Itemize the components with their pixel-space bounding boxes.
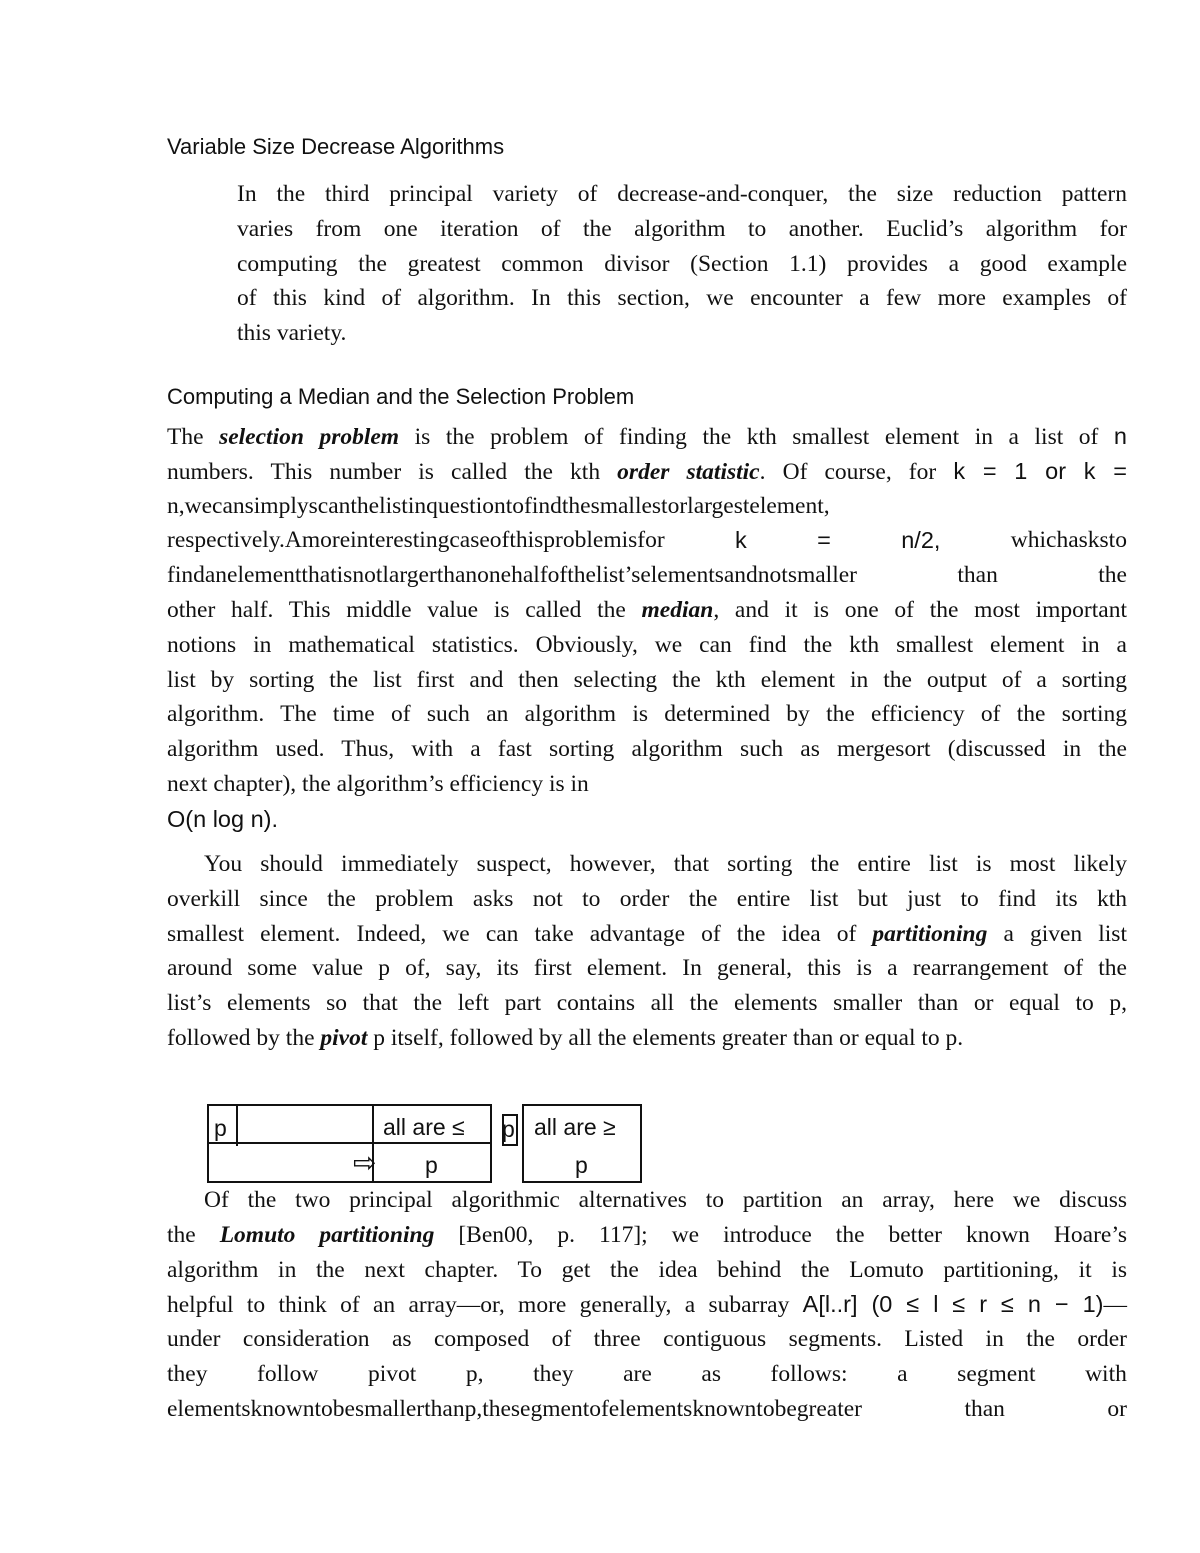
text-run: smallest element. Indeed, we can take advantage of the idea of <box>167 920 873 947</box>
text-line <box>167 1287 1127 1322</box>
text-run: than <box>957 562 998 589</box>
text-line <box>167 1021 1127 1056</box>
text-run: You should immediately suspect, however, that sorting the entire list is most likely <box>204 851 1127 877</box>
diagram-right-label: all are ≥ <box>534 1114 616 1140</box>
text-line: computing the greatest common divisor (Section 1.1) provides a good example <box>237 250 1127 277</box>
term-partitioning: partitioning <box>872 920 988 947</box>
text-run: as <box>701 1360 721 1387</box>
text-run: with <box>1085 1360 1127 1387</box>
section-heading-median: Computing a Median and the Selection Problem <box>167 384 635 409</box>
text-run: . Of course, for <box>759 458 954 485</box>
text-run: k = 1 or k = <box>953 457 1128 484</box>
text-run: the <box>167 1221 220 1248</box>
text-line: notions in mathematical statistics. Obviously, we can find the kth smallest element in a <box>167 631 1127 658</box>
term-median: median <box>641 596 714 623</box>
text-line <box>167 593 1127 628</box>
text-line: list’s elements so that the left part contains all the elements smaller than or equal to p, <box>167 990 1127 1017</box>
text-run: follows: <box>770 1360 848 1387</box>
text-line <box>167 1357 1127 1392</box>
text-line <box>167 454 1127 489</box>
text-run: n <box>1113 423 1127 449</box>
text-line <box>167 847 1127 882</box>
diagram-left-label-p: p <box>425 1152 438 1178</box>
text-run: segment <box>957 1360 1036 1387</box>
text-run: helpful to think of an array—or, more generally, a subarray <box>167 1292 803 1319</box>
text-line: overkill since the problem asks not to order the entire list but just to find its kth <box>167 885 1127 912</box>
text-line: In the third principal variety of decrease-and-conquer, the size reduction pattern <box>237 181 1127 207</box>
text-run: findanelementthatisnotlargerthanonehalfofthelist’selementsandnotsmaller <box>167 562 857 589</box>
section2-paragraph-2 <box>167 847 1127 1056</box>
text-run: pivot <box>367 1360 417 1387</box>
diagram-pivot-p: p <box>502 1116 515 1142</box>
text-line: algorithm in the next chapter. To get the idea behind the Lomuto partitioning, it is <box>167 1256 1127 1283</box>
text-line: n,wecansimplyscanthelistinquestiontofindthesmallestorlargestelement, <box>167 492 830 519</box>
text-line <box>167 523 1127 558</box>
text-line: list by sorting the list first and then selecting the kth element in the output of a sorting <box>167 666 1127 693</box>
text-line: algorithm used. Thus, with a fast sorting algorithm such as mergesort (discussed in the <box>167 736 1127 763</box>
text-run: they <box>167 1360 208 1387</box>
text-run: the <box>1098 562 1127 589</box>
term-selection-problem: selection problem <box>219 424 400 450</box>
term-lomuto-partitioning: Lomuto partitioning <box>219 1221 435 1248</box>
section-heading-variable-size: Variable Size Decrease Algorithms <box>167 134 505 159</box>
diagram-first-element-p: p <box>214 1115 227 1141</box>
text-line: of this kind of algorithm. In this section, we encounter a few more examples of <box>237 285 1127 312</box>
text-run: follow <box>257 1360 319 1387</box>
partition-diagram <box>207 1104 647 1184</box>
text-run: — <box>1103 1292 1128 1319</box>
text-run: [Ben00, p. 117]; we introduce the better known Hoare’s <box>434 1221 1127 1248</box>
text-line: this variety. <box>237 320 347 347</box>
formula-line: O(n log n). <box>167 805 279 832</box>
text-run: , and it is one of the most important <box>713 596 1127 623</box>
text-run: p itself, followed by all the elements greater than or equal to p. <box>367 1024 964 1051</box>
text-line <box>167 1392 1127 1427</box>
text-line <box>167 917 1127 952</box>
text-run: is the problem of finding the kth smallest element in a list of <box>399 424 1114 450</box>
text-line: algorithm. The time of such an algorithm is determined by the efficiency of the sorting <box>167 701 1127 728</box>
text-line: under consideration as composed of three contiguous segments. Listed in the order <box>167 1326 1127 1353</box>
text-run: followed by the <box>167 1024 321 1051</box>
section3-paragraph <box>167 1183 1127 1427</box>
text-run: are <box>623 1360 652 1387</box>
text-run: k <box>735 527 747 554</box>
term-order-statistic: order statistic <box>617 458 760 485</box>
diagram-left-label: all are ≤ <box>383 1114 465 1140</box>
text-run: The <box>167 424 220 450</box>
text-run: elementsknowntobesmallerthanp,thesegmentofelementsknowntobegreater <box>167 1395 862 1422</box>
text-line: varies from one iteration of the algorithm to another. Euclid’s algorithm for <box>237 215 1127 242</box>
text-line: around some value p of, say, its first element. In general, this is a rearrangement of the <box>167 955 1127 982</box>
text-run: A[l..r] (0 ≤ l ≤ r ≤ n − 1) <box>802 1291 1104 1318</box>
text-line <box>167 1183 1127 1218</box>
text-run: a given list <box>987 920 1127 947</box>
text-run: whichasksto <box>1010 527 1127 554</box>
section1-paragraph <box>237 177 1127 351</box>
text-run: or <box>1107 1395 1127 1422</box>
text-line <box>167 558 1127 593</box>
text-run: p, <box>465 1360 484 1387</box>
text-line <box>167 419 1127 454</box>
term-pivot: pivot <box>320 1024 368 1051</box>
text-run: n/2, <box>901 527 941 554</box>
diagram-right-label-p: p <box>575 1152 588 1178</box>
text-run: numbers. This number is called the kth <box>167 458 618 485</box>
text-run: than <box>964 1395 1005 1422</box>
text-run: respectively.Amoreinterestingcaseofthisproblemisfor <box>167 527 665 554</box>
section2-paragraph-1 <box>167 419 1127 837</box>
arrow-right-icon: ⇨ <box>353 1147 377 1178</box>
text-run: they <box>533 1360 574 1387</box>
text-line <box>167 1218 1127 1253</box>
text-run: a <box>897 1360 908 1387</box>
text-line: next chapter), the algorithm’s efficiency is in <box>167 770 589 797</box>
text-run: = <box>817 527 831 554</box>
text-run: other half. This middle value is called the <box>167 596 642 623</box>
text-run: Of the two principal algorithmic alternatives to partition an array, here we discuss <box>204 1187 1127 1213</box>
